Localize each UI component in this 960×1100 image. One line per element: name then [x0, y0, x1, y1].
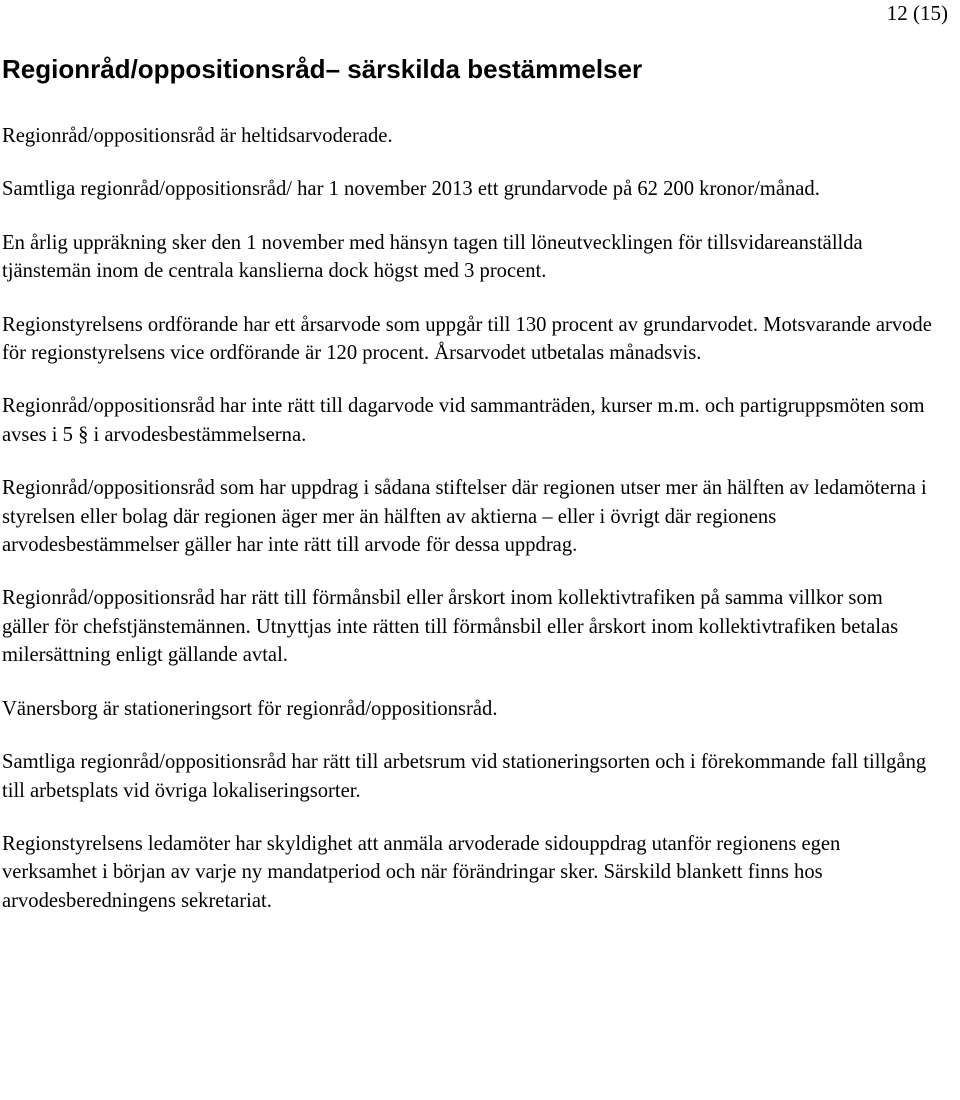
paragraph-arbetsrum: Samtliga regionråd/oppositionsråd har rätt till arbetsrum vid stationeringsorten och i förekommande fall tillgång till arbetsplats vid övriga lokaliseringsorter. — [2, 751, 927, 802]
paragraph-formansbil: Regionråd/oppositionsråd har rätt till förmånsbil eller årskort inom kollektivtrafiken på samma villkor som gäller för chefstjänstemännen. Utnyttjas inte rätten till förmånsbil eller årskort inom kollektivtrafiken betalas milersättning enligt gällande avtal. — [2, 587, 899, 667]
document-body — [2, 122, 932, 940]
paragraph-dagarvode: Regionråd/oppositionsråd har inte rätt till dagarvode vid sammanträden, kurser m.m. och partigruppsmöten som avses i 5 § i arvodesbestämmelserna. — [2, 395, 925, 446]
paragraph-sidouppdrag: Regionstyrelsens ledamöter har skyldighet att anmäla arvoderade sidouppdrag utanför regionens egen verksamhet i början av varje ny mandatperiod och när förändringar sker. Särskild blankett finns hos arvodesberedningens sekretariat. — [2, 832, 841, 912]
page-title: Regionråd/oppositionsråd– särskilda bestämmelser — [2, 54, 643, 84]
paragraph-grundarvode: Samtliga regionråd/oppositionsråd/ har 1 november 2013 ett grundarvode på 62 200 kronor/månad. — [2, 178, 820, 201]
paragraph-upprakning: En årlig uppräkning sker den 1 november med hänsyn tagen till löneutvecklingen för tillsvidareanställda tjänstemän inom de centrala kanslierna dock högst med 3 procent. — [2, 231, 863, 283]
page-number: 12 (15) — [886, 1, 948, 25]
paragraph-ordforande-arvode: Regionstyrelsens ordförande har ett årsarvode som uppgår till 130 procent av grundarvodet. Motsvarande arvode för regionstyrelsens vice ordförande är 120 procent. Årsarvodet utbetalas månadsvis. — [2, 313, 932, 365]
paragraph-stiftelser-bolag: Regionråd/oppositionsråd som har uppdrag i sådana stiftelser där regionen utser mer än hälften av ledamöterna i styrelsen eller bolag där regionen äger mer än hälften av aktierna – eller i övrigt där regionens arvodesbestämmelser gäller har inte rätt till arvode för dessa uppdrag. — [2, 477, 927, 557]
paragraph-heltid: Regionråd/oppositionsråd är heltidsarvoderade. — [2, 125, 393, 147]
paragraph-stationeringsort: Vänersborg är stationeringsort för regionråd/oppositionsråd. — [2, 697, 498, 720]
